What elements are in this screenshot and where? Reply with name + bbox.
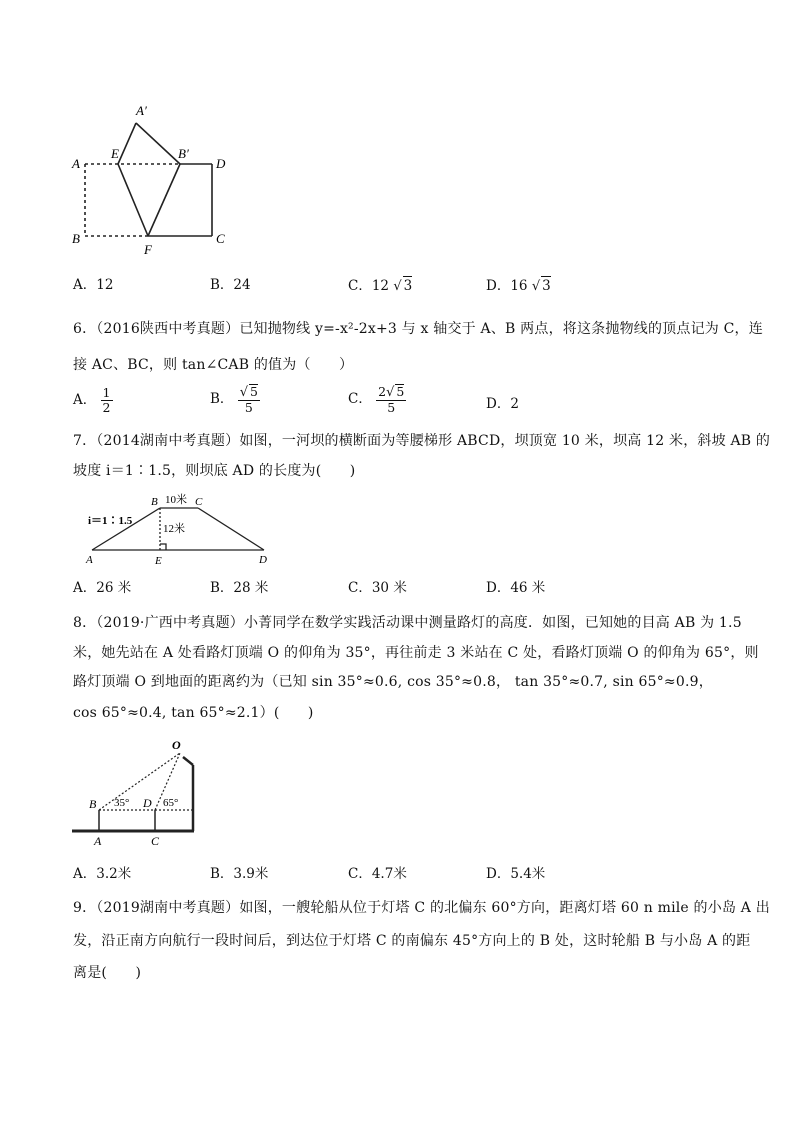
q7-option-a-letter: A．: [73, 580, 97, 596]
q7-label-c: C: [195, 496, 203, 508]
q8-option-b-letter: B．: [210, 866, 234, 882]
q6-option-c-sqrt-icon: √: [386, 385, 395, 400]
q5-option-c-letter: C．: [348, 278, 372, 294]
q6-line-1: 6．（2016陕西中考真题）已知抛物线 y=-x²-2x+3 与 x 轴交于 A、B 两点，将这条抛物线的顶点记为 C，连: [73, 321, 763, 337]
q6-option-b-den: 5: [244, 400, 253, 415]
q9-line-2: 发，沿正南方向航行一段时间后，到达位于灯塔 C 的南偏东 45°方向上的 B 处，这时轮船 B 与小岛 A 的距: [73, 933, 751, 949]
q7-label-e: E: [155, 555, 162, 567]
q5-label-b-prime: B′: [178, 146, 189, 161]
q8-label-c: C: [151, 834, 160, 848]
q6-option-d-letter: D．: [486, 396, 511, 412]
q8-option-a[interactable]: [73, 865, 131, 883]
q7-figure: [80, 488, 280, 572]
q8-label-a: A: [94, 834, 102, 848]
q5-option-c-radicand: 3: [403, 278, 413, 294]
q5-label-b: B: [72, 231, 80, 246]
q6-option-c-den: 5: [387, 400, 396, 415]
q8-option-a-letter: A．: [73, 866, 97, 882]
q5-option-d-letter: D．: [486, 278, 511, 294]
q5-ef: [118, 164, 148, 236]
q6-option-d-value: 2: [510, 396, 519, 412]
q7-option-d-letter: D．: [486, 580, 511, 596]
q7-line-2: 坡度 i＝1∶1.5，则坝底 AD 的长度为( ): [73, 463, 356, 479]
q8-label-o: O: [172, 738, 181, 752]
q5-option-a[interactable]: [73, 276, 113, 294]
q5-option-d[interactable]: [486, 276, 551, 296]
q8-option-b-value: 3.9米: [233, 866, 269, 882]
q5-figure: [60, 95, 240, 265]
q8-angle-35: 35°: [114, 797, 130, 809]
q6-option-c-coef: 2: [378, 384, 387, 399]
q8-option-d[interactable]: [486, 865, 545, 883]
q5-option-d-sqrt-icon: √: [531, 279, 541, 294]
q8-angle-65: 65°: [163, 797, 179, 809]
q7-right-angle-mark: [160, 544, 166, 550]
q8-line-1: 8．（2019·广西中考真题）小菁同学在数学实践活动课中测量路灯的高度．如图，已知她的目高 AB 为 1.5: [73, 615, 742, 631]
q5-ab: [136, 123, 180, 164]
q7-option-b-letter: B．: [210, 580, 234, 596]
q6-option-c-num-wrap: [376, 384, 406, 401]
q7-line-1: 7．（2014湖南中考真题）如图，一河坝的横断面为等腰梯形 ABCD，坝顶宽 10 米，坝高 12 米，斜坡 AB 的: [73, 433, 771, 449]
q6-option-b[interactable]: [210, 384, 260, 415]
q7-option-b[interactable]: [210, 579, 268, 597]
q5-option-c-value: 12: [371, 278, 390, 294]
q8-label-b: B: [89, 797, 97, 811]
q7-height-label: 12米: [163, 523, 185, 535]
q7-option-c-value: 30 米: [371, 580, 407, 596]
q5-option-a-letter: A．: [73, 277, 97, 293]
q7-slope-cd: [198, 508, 264, 550]
q6-option-b-num: 5: [250, 384, 258, 399]
q7-label-d: D: [259, 554, 267, 566]
q8-line-4: cos 65°≈0.4, tan 65°≈2.1）( ): [73, 705, 314, 721]
q6-option-b-num-wrap: [238, 384, 260, 401]
q5-label-a: A: [72, 156, 80, 171]
q7-option-c[interactable]: [348, 579, 407, 597]
q8-option-c[interactable]: [348, 865, 407, 883]
q7-label-b: B: [151, 496, 158, 508]
q6-option-c-fraction: [376, 384, 406, 415]
q6-option-b-letter: B．: [210, 391, 234, 407]
q8-lamp-arm: [183, 757, 193, 765]
q5-label-a-prime: A′: [136, 103, 147, 118]
q8-option-c-letter: C．: [348, 866, 372, 882]
q8-option-a-value: 3.2米: [96, 866, 132, 882]
q5-option-c[interactable]: [348, 276, 412, 296]
q5-label-e: E: [111, 146, 119, 161]
q5-label-c: C: [216, 231, 225, 246]
q6-option-b-sqrt-icon: √: [239, 385, 249, 400]
q8-option-b[interactable]: [210, 865, 268, 883]
q5-option-c-sqrt-icon: √: [393, 279, 402, 294]
q8-line-2: 米，她先站在 A 处看路灯顶端 O 的仰角为 35°，再往前走 3 米站在 C 处，看路灯顶端 O 的仰角为 65°，则: [73, 645, 759, 661]
q5-option-b[interactable]: [210, 276, 251, 294]
q6-line-2: 接 AC、BC，则 tan∠CAB 的值为（ ）: [73, 357, 354, 373]
q5-bf: [148, 164, 180, 236]
q7-slope-label: i＝1∶1.5: [88, 515, 133, 527]
q7-label-a: A: [86, 554, 93, 566]
q5-option-d-radicand: 3: [542, 278, 551, 294]
q5-label-f: F: [144, 242, 152, 257]
q7-option-c-letter: C．: [348, 580, 372, 596]
q5-option-b-value: 24: [233, 277, 251, 293]
q6-option-c-letter: C．: [348, 391, 372, 407]
q6-option-a-letter: A．: [73, 392, 97, 408]
q5-option-a-value: 12: [96, 277, 114, 293]
q8-option-d-letter: D．: [486, 866, 511, 882]
q6-option-a-den: 2: [102, 400, 111, 415]
q6-option-a-num: 1: [102, 385, 111, 400]
q5-option-d-value: 16: [510, 278, 528, 294]
q8-figure: [68, 735, 208, 850]
q5-ea: [118, 123, 136, 164]
q7-option-a[interactable]: [73, 579, 131, 597]
q6-option-a-fraction: [101, 386, 113, 415]
q9-line-3: 离是( ): [73, 965, 142, 981]
q8-line-3: 路灯顶端 O 到地面的距离约为（已知 sin 35°≈0.6, cos 35°≈0.8， tan 35°≈0.7, sin 65°≈0.9，: [73, 674, 713, 690]
q7-option-a-value: 26 米: [96, 580, 132, 596]
q6-option-b-fraction: [238, 384, 260, 415]
q6-option-c-num: 5: [396, 384, 405, 399]
q8-option-d-value: 5.4米: [510, 866, 546, 882]
q5-option-b-letter: B．: [210, 277, 234, 293]
q5-label-d: D: [216, 156, 226, 171]
q6-option-d[interactable]: [486, 395, 519, 413]
q6-option-c[interactable]: [348, 384, 406, 415]
q8-label-d: D: [143, 796, 152, 810]
q7-top-width-label: 10米: [165, 494, 187, 506]
q6-option-a[interactable]: [73, 386, 113, 415]
q8-option-c-value: 4.7米: [371, 866, 407, 882]
q7-option-b-value: 28 米: [233, 580, 269, 596]
q9-line-1: 9．（2019湖南中考真题）如图，一艘轮船从位于灯塔 C 的北偏东 60°方向，距离灯塔 60 n mile 的小岛 A 出: [73, 900, 770, 916]
q7-option-d[interactable]: [486, 579, 545, 597]
q7-option-d-value: 46 米: [510, 580, 546, 596]
